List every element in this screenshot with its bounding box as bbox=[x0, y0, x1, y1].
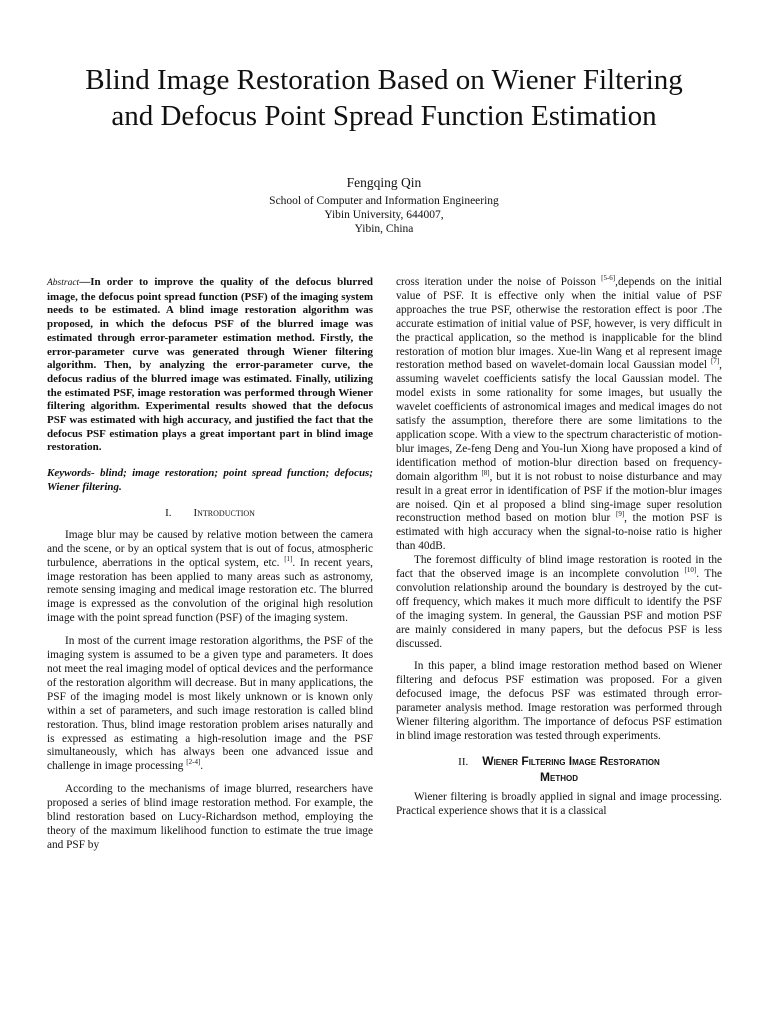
citation-ref: [10] bbox=[684, 566, 697, 575]
affiliation-line-3: Yibin, China bbox=[354, 223, 414, 235]
section-2-heading bbox=[396, 754, 722, 785]
abstract-text: —In order to improve the quality of the defocus blurred image, the defocus point spread function (PSF) of the imaging system needs to be estimated. A blind image restoration algorithm was proposed, in which the defocus PSF of the blurred image was estimated through error-parameter estimation method. Firstly, the error-parameter curve was generated through Wiener filtering algorithm. Then, by analyzing the error-parameter curve, the defocus radius of the blurred image was estimated. Finally, utilizing the estimated PSF, image restoration was performed through Wiener filtering algorithm. Experimental results showed that the defocus PSF was estimated with high accuracy, and justified the fact that the defocus PSF estimation plays a great important part in blind image restoration. bbox=[47, 276, 373, 454]
intro-p3c-text-c: , assuming wavelet coefficients satisfy the local Gaussian model. The model exists in some rationality for some images, but usually the wavelet coefficients of astronomical images and medical images do not satisfy the assumption, therefore there are some limitations to the application scope. With a view to the spectrum characteristic of motion-blur images, Ze-feng Deng and You-lun Xiong have proposed a kind of identification method of motion-blur direction based on frequency-domain algorithm bbox=[396, 359, 722, 483]
citation-ref: [9] bbox=[615, 510, 625, 519]
intro-paragraph-4 bbox=[396, 554, 722, 651]
section-1-title: Introduction bbox=[193, 506, 255, 519]
intro-paragraph-1 bbox=[47, 529, 373, 626]
abstract bbox=[47, 276, 373, 455]
affiliation-line-2: Yibin University, 644007, bbox=[324, 209, 444, 221]
section-1-heading bbox=[47, 507, 373, 521]
intro-paragraph-5: In this paper, a blind image restoration method based on Wiener filtering and defocus PSF estimation was proposed. For a given defocused image, the defocus PSF was estimated through error-parameter analysis method. Image restoration was performed through Wiener filtering algorithm. The importance of defocus PSF estimation in blind image restoration was tested through experiments. bbox=[396, 660, 722, 742]
intro-paragraph-2 bbox=[47, 635, 373, 774]
section-2-title-line-2: Method bbox=[540, 769, 578, 784]
affiliation-line-1: School of Computer and Information Engineering bbox=[269, 195, 499, 207]
intro-paragraph-3: According to the mechanisms of image blurred, researchers have proposed a series of blind image restoration method. For example, the blind restoration based on Lucy-Richardson method, employing the theory of the maximum likelihood function to estimate the true image and PSF by bbox=[47, 783, 373, 851]
paper-title-line-2: and Defocus Point Spread Function Estimation bbox=[111, 100, 657, 132]
intro-p1-text-b: . In recent years, image restoration has been applied to many areas such as astronomy, remote sensing imaging and medical image restoration etc. The blurred image is expressed as the convolution of the original high resolution image with the point spread function (PSF) of the imaging system. bbox=[47, 556, 373, 625]
intro-p4-text-a: The foremost difficulty of blind image restoration is rooted in the fact that the observed image is an incomplete convolution bbox=[396, 554, 722, 581]
section-2-title-line-1: Wiener Filtering Image Restoration bbox=[482, 753, 660, 768]
citation-ref: [5-6] bbox=[601, 274, 616, 283]
section-1-number: I. bbox=[165, 506, 172, 519]
author-affiliation bbox=[0, 194, 768, 236]
paper-title-line-1: Blind Image Restoration Based on Wiener Filtering bbox=[85, 64, 683, 96]
right-column bbox=[396, 276, 722, 819]
intro-p1-text-a: Image blur may be caused by relative motion between the camera and the scene, or by an optical system that is out of focus, atmospheric turbulence, aberrations in the optical system, etc. bbox=[47, 528, 373, 569]
citation-ref: [7] bbox=[711, 357, 720, 366]
paper-title bbox=[40, 62, 728, 134]
intro-p3c-text-a: cross iteration under the noise of Poisson bbox=[396, 276, 596, 288]
section-2-paragraph-1: Wiener filtering is broadly applied in signal and image processing. Practical experience shows that it is a classical bbox=[396, 790, 722, 817]
intro-p2-text-b: . bbox=[200, 760, 204, 773]
intro-p3c-text-d: , but it is not robust to noise disturbance and may result in a great error in identification of PSF if the motion-blur images are noised. Qin et al proposed a blind sing-image super resolution reconstruction method based on motion blur bbox=[396, 470, 722, 525]
section-2-number: II. bbox=[458, 755, 469, 768]
citation-ref: [2-4] bbox=[186, 758, 201, 767]
intro-p3c-text-e: , the motion PSF is estimated with high accuracy when the signal-to-noise ratio is higher than 40dB. bbox=[396, 512, 722, 553]
intro-p4-text-b: . The convolution relationship around the boundary is destroyed by the cut-off frequency, which makes it much more difficult to identify the PSF of the imaging system. In general, the Gaussian PSF and motion PSF are mainly considered in many papers, but the defocus PSF is less discussed. bbox=[396, 568, 722, 650]
intro-p3c-text-b: ,depends on the initial value of PSF. It is effective only when the initial value of PSF approaches the true PSF, otherwise the restoration effect is poor .The accurate estimation of initial value of PSF, however, is very difficult in the practical application, so the method is inapplicable for the blind restoration of motion blur images. Xue-lin Wang et al represent image restoration method based on wavelet-domain local Gaussian model bbox=[396, 276, 723, 372]
intro-p2-text-a: In most of the current image restoration algorithms, the PSF of the imaging system is assumed to be a given type and parameters. It does not meet the real imaging model of optical devices and the performance of the restoration algorithm will decrease. But in many applications, the PSF of the imaging model is most likely unknown or is known only within a set of parameters, and such image restoration is called blind restoration. Thus, blind image restoration problem arises naturally and is expressed as estimating a high-resolution image and the PSF simultaneously, which has always been one advanced issue and challenge in image processing bbox=[47, 635, 373, 773]
author-name: Fengqing Qin bbox=[346, 175, 422, 190]
left-column bbox=[47, 276, 373, 853]
citation-ref: [1] bbox=[284, 554, 293, 563]
abstract-label: Abstract bbox=[47, 278, 80, 288]
keywords: Keywords- blind; image restoration; point spread function; defocus; Wiener filtering. bbox=[47, 467, 373, 494]
citation-ref: [8] bbox=[481, 468, 490, 477]
intro-paragraph-3-continued bbox=[396, 276, 722, 554]
